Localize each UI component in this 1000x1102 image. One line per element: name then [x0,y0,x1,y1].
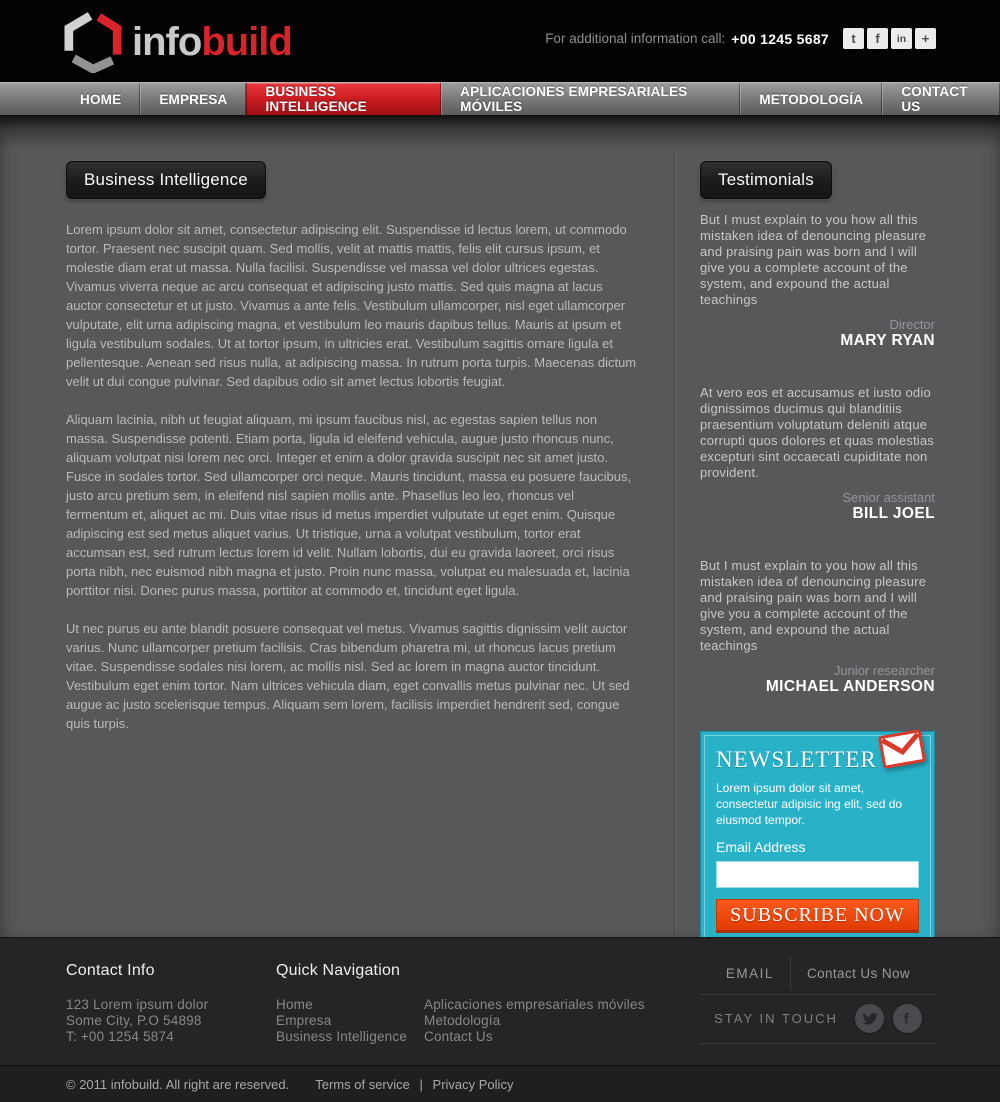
nav-item-metodologia[interactable]: METODOLOGÍA [740,83,882,115]
testimonial-quote: But I must explain to you how all this mistaken idea of denouncing pleasure and praising pain was born and I will give you a complete account of the system, and expound the actual teachings [700,558,927,653]
email-link[interactable]: EMAIL [725,965,774,981]
call-label: For additional information call: [545,31,726,46]
logo-word-info: info [132,20,202,64]
site-header [0,0,1000,82]
nav-item-contact-us[interactable]: CONTACT US [882,83,1000,115]
newsletter-box [700,731,935,953]
contact-info-title: Contact Info [66,962,155,979]
header-right [545,28,936,49]
header-social-strip [843,28,936,49]
nav-item-business-intelligence[interactable]: BUSINESS INTELLIGENCE [246,83,441,115]
footer-link-empresa[interactable]: Empresa [276,1013,332,1028]
contact-us-now-link[interactable]: Contact Us Now [806,965,911,981]
twitter-circle-icon[interactable] [855,1004,884,1033]
newsletter-text: Lorem ipsum dolor sit amet, consectetur adipisic ing elit, sed do eiusmod tempor. [716,781,903,827]
content-area [0,115,1000,937]
testimonial-role: Director [889,317,935,332]
link-separator: | [419,1076,423,1092]
logo[interactable] [64,11,292,73]
testimonial [700,385,935,522]
testimonial-name: MICHAEL ANDERSON [765,678,935,695]
footer-right-module [700,952,936,1044]
paragraph: Aliquam lacinia, nibh ut feugiat aliquam, mi ipsum faucibus nisl, ac egestas sapien tellus non massa. Suspendisse potenti. Etiam porta, ligula id eleifend vehicula, augue justo rhoncus nunc, aliquam volutpat nisi lorem nec orci. Integer et enim a dolor gravida suscipit nec sit amet justo. Fusce in sodales tortor. Sed ullamcorper orci neque. Mauris tincidunt, massa eu posuere faucibus, justo arcu pretium sem, in eleifend nisl sapien mollis ante. Phasellus leo leo, rhoncus vel fermentum et, aliquet ac mi. Duis vitae risus id metus imperdiet vulputate ut eget enim. Quisque adipiscing est sed metus aliquet varius. Ut tristique, urna a volutpat vestibulum, tortor erat accumsan est, sed rutrum lectus lorem id velit. Nullam lobortis, dui eu gravida laoreet, orci risus porta nibh, nec euismod nibh magna et justo. Proin nunc massa, volutpat eu malesuada et, lacinia porttitor nisi. Donec purus massa, porttitor at commodo et, tincidunt eget ligula. [66,412,632,598]
phone-number: +00 1245 5687 [731,30,829,47]
newsletter-title: NEWSLETTER [716,747,877,772]
facebook-icon[interactable]: f [867,28,888,49]
nav-item-aplicaciones[interactable]: APLICACIONES EMPRESARIALES MÓVILES [441,83,740,115]
contact-address-line: 123 Lorem ipsum dolor [66,997,209,1012]
logo-word-build: build [201,20,292,64]
main-nav [0,82,1000,115]
vertical-divider [790,956,791,990]
testimonial-role: Junior researcher [833,663,935,678]
paragraph: Ut nec purus eu ante blandit posuere consequat vel metus. Vivamus sagittis dignissim velit auctor varius. Nunc ullamcorper pretium facilisis. Cras bibendum pharetra mi, ut rhoncus lacus pretium vitae. Suspendisse sodales nisi lorem, ac mollis nisl. Sed ac lorem in magna auctor tincidunt. Vestibulum eget enim tortor. Nam ultrices vehicula diam, eget convallis metus pulvinar nec. Ut sed augue ac justo scelerisque tempus. Aliquam sem lorem, facilisis imperdiet hendrerit sed, congue quis turpis. [66,621,630,731]
contact-phone-line: T: +00 1254 5874 [66,1029,174,1044]
testimonials-title: Testimonials [700,161,832,199]
email-address-label: Email Address [716,839,806,855]
contact-city-line: Some City, P.O 54898 [66,1013,202,1028]
bottom-links [315,1077,513,1092]
footer-quick-navigation [276,962,645,1045]
site-footer [0,937,1000,1065]
sidebar [700,161,935,953]
terms-of-service-link[interactable]: Terms of service [315,1076,410,1092]
footer-contact-info [66,962,208,1045]
logo-text [132,12,292,72]
quick-navigation-title: Quick Navigation [276,962,401,979]
divider [700,1043,936,1044]
subscribe-button[interactable]: SUBSCRIBE NOW [716,899,919,933]
testimonial-quote: At vero eos et accusamus et iusto odio dignissimos ducimus qui blanditiis praesentium voluptatum deleniti atque corrupti quos dolores et quas molestias excepturi sint occaecati cupiditate non provident. [700,385,934,480]
footer-link-business-intelligence[interactable]: Business Intelligence [276,1029,408,1044]
facebook-circle-icon[interactable] [893,1004,922,1033]
stay-in-touch-label: STAY IN TOUCH [714,1011,838,1026]
footer-link-metodologia[interactable]: Metodología [424,1013,501,1028]
testimonial-quote: But I must explain to you how all this mistaken idea of denouncing pleasure and praising pain was born and I will give you a complete account of the system, and expound the actual teachings [700,212,927,307]
footer-link-contact-us[interactable]: Contact Us [424,1029,493,1044]
footer-link-home[interactable]: Home [276,997,313,1012]
nav-item-home[interactable]: HOME [62,83,140,115]
testimonial-name: MARY RYAN [840,332,935,349]
page-title: Business Intelligence [66,161,266,199]
testimonial-role: Senior assistant [842,490,935,505]
footer-link-aplicaciones[interactable]: Aplicaciones empresariales móviles [424,997,645,1012]
hexagon-logo-icon [64,11,132,73]
testimonial [700,212,935,349]
copyright-text: © 2011 infobuild. All right are reserved. [66,1076,290,1092]
nav-item-empresa[interactable]: EMPRESA [140,83,246,115]
plus-icon[interactable]: + [915,28,936,49]
paragraph: Lorem ipsum dolor sit amet, consectetur adipiscing elit. Suspendisse id lectus lorem, ut commodo tortor. Praesent nec suscipit quam. Sed mollis, velit at mattis mattis, felis elit cursus ipsum, et molestie diam erat ut massa. Nulla facilisi. Suspendisse vel massa vel dolor ultrices egestas. Vivamus viverra neque ac arcu consequat et adipiscing justo mattis. Sed quis magna at lacus auctor consectetur et ut justo. Vivamus a ante felis. Vestibulum ullamcorper, nisl eget ullamcorper vulputate, elit urna adipiscing magna, et vestibulum leo mauris dapibus tellus. Mauris at ipsum et ligula vestibulum sodales. Ut at tortor ipsum, in ultricies erat. Vestibulum sagittis ornare ligula et pellentesque. Aenean sed risus nulla, at adipiscing massa. In rutrum porta turpis. Maecenas dictum velit ut dui congue pulvinar. Sed dapibus odio sit amet lectus lobortis feugiat. [66,222,637,389]
bottom-bar [0,1065,1000,1102]
testimonial [700,558,935,695]
testimonial-name: BILL JOEL [852,505,935,522]
gmail-envelope-icon [878,728,926,775]
email-input[interactable] [716,861,919,888]
main-column [66,161,637,953]
twitter-icon[interactable]: t [843,28,864,49]
privacy-policy-link[interactable]: Privacy Policy [432,1076,514,1092]
linkedin-icon[interactable]: in [891,28,912,49]
